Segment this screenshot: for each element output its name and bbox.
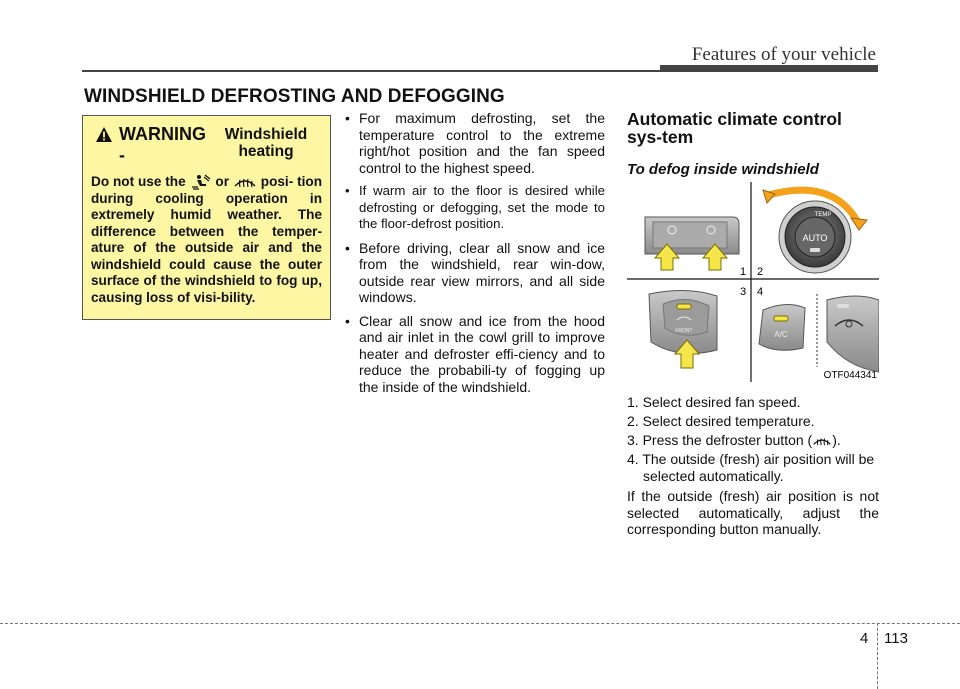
step-item: 4. The outside (fresh) air position will be selected automatically. (627, 451, 875, 484)
svg-text:TEMP: TEMP (814, 212, 832, 218)
defroster-icon (233, 174, 257, 190)
warning-topic: Windshield heating (224, 126, 308, 160)
bullet-item: • For maximum defrosting, set the temperature control to the extreme right/hot position and the fan speed control to the highest speed. (343, 110, 605, 176)
warning-label: WARNING - (119, 124, 206, 165)
header-title: Features of your vehicle (691, 44, 876, 65)
warning-text-or: or (215, 174, 230, 189)
warning-box (82, 115, 331, 320)
bullet-item: • Before driving, clear all snow and ice from the windshield, rear win-dow, outside rear view mirrors, and all side windows. (343, 240, 605, 306)
warning-text-rest: tion during cooling operation in extremely humid weather. The difference between the temper-ature of the outside air and the windshield could cause the outer surface of the windshield to fog up, causing loss of visi-bility. (91, 174, 323, 305)
step-text-end: ). (832, 432, 841, 448)
bullet-item: • Clear all snow and ice from the hood and air inlet in the cowl grill to improve heater and defroster effi-ciency and to reduce the probabili-ty of fogging up the inside of the windshield. (343, 313, 605, 396)
figure-label-3: 3 (740, 286, 747, 298)
svg-text:AUTO: AUTO (802, 233, 828, 243)
warning-text-part2: posi- (260, 174, 294, 189)
warning-text-part1: Do not use the (91, 174, 186, 189)
floor-airflow-icon (190, 174, 212, 190)
svg-text:FRONT: FRONT (675, 328, 693, 334)
page-number: 113 (884, 630, 908, 647)
figure-label-1: 1 (740, 266, 747, 278)
bullet-list (343, 110, 605, 402)
control-panel-figure (627, 182, 879, 382)
warning-header (95, 124, 322, 166)
warning-text (91, 174, 322, 306)
step-item: 2. Select desired temperature. (627, 413, 815, 429)
svg-text:A/C: A/C (774, 330, 788, 339)
section-title: WINDSHIELD DEFROSTING AND DEFOGGING (84, 86, 505, 107)
footer-rule (0, 623, 960, 624)
step-item: 1. Select desired fan speed. (627, 394, 801, 410)
bullet-item: • If warm air to the floor is desired while defrosting or defogging, set the mode to the floor-defrost position. (343, 183, 605, 233)
figure-label-4: 4 (757, 286, 764, 298)
chapter-number: 4 (860, 630, 869, 647)
figure-code: OTF044341 (823, 370, 877, 381)
step-text: 3. Press the defroster button ( (627, 432, 813, 448)
step-list (627, 394, 879, 485)
step-item (627, 432, 879, 449)
right-column (627, 110, 879, 538)
figure-illustration (627, 182, 879, 382)
defroster-icon (812, 434, 832, 448)
subsection-title: Automatic climate control sys-tem (627, 109, 842, 147)
figure-label-2: 2 (757, 266, 764, 278)
header-rule (82, 70, 878, 72)
closing-paragraph: If the outside (fresh) air position is not selected automatically, adjust the corresponding button manually. (627, 488, 879, 537)
footer-divider (877, 623, 878, 689)
subsection-subtitle: To defog inside windshield (627, 161, 819, 178)
warning-triangle-icon (95, 126, 113, 143)
